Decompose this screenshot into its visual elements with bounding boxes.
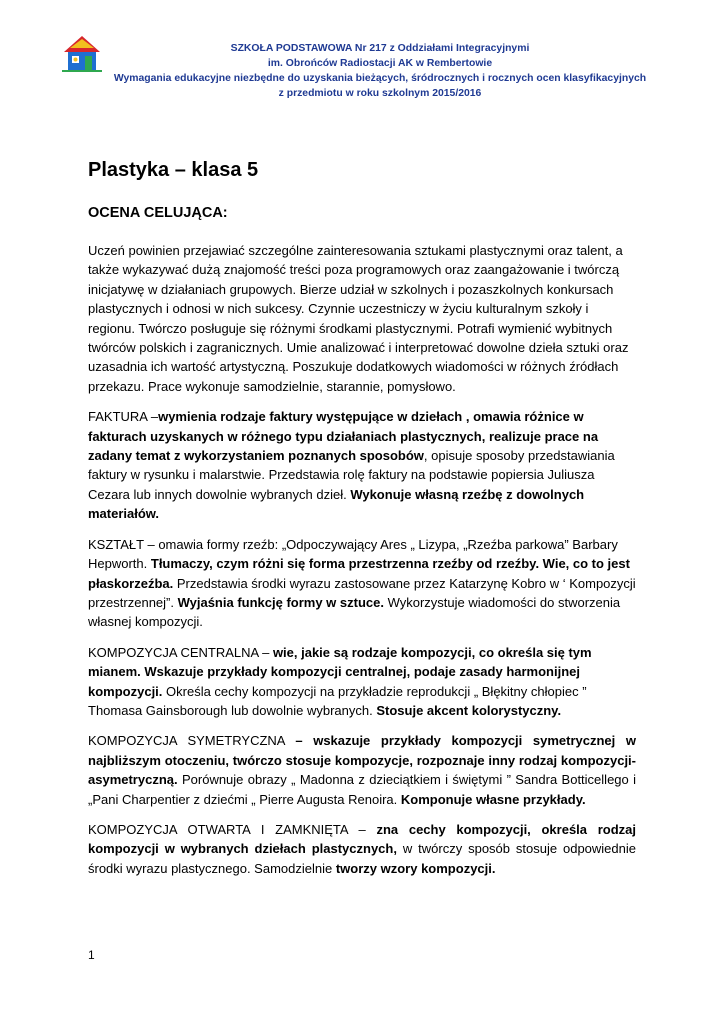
bold-text: Stosuje akcent kolorystyczny. — [376, 702, 562, 718]
grade-heading: OCENA CELUJĄCA: — [88, 205, 228, 221]
header-line-4: z przedmiotu w roku szkolnym 2015/2016 — [278, 88, 482, 99]
bold-text: wymienia rodzaje faktury występujące w dziełach , omawia różnice w fakturach uzyskanych w różnego typu działaniach plastycznych, realizuje prace na zadany temat z wykorzystaniem poznanych sposobów — [88, 409, 599, 464]
requirement-paragraph — [88, 535, 636, 632]
header-line-1: SZKOŁA PODSTAWOWA Nr 217 z Oddziałami Integracyjnymi — [230, 43, 530, 54]
page-title: Plastyka – klasa 5 — [88, 159, 259, 181]
text: Wykorzystuje wiadomości do stworzenia własnej kompozycji. — [88, 594, 621, 630]
page-number: 1 — [88, 948, 95, 962]
bold-text: Tłumaczy, czym różni się forma przestrzenna rzeźby od rzeźby. Wie, co to jest płaskorzeźba. — [88, 556, 630, 591]
text: Określa cechy kompozycji na przykładzie reprodukcji „ Błękitny chłopiec ” Thomasa Gainsborough lub dowolnie wybranych. — [88, 683, 587, 718]
requirement-paragraph — [88, 820, 636, 878]
text: KSZTAŁT – omawia formy rzeźb: „Odpoczywający Ares „ Lizypa, „Rzeźba parkowa” Barbary Hepworth. — [88, 536, 618, 572]
bold-text: tworzy wzory kompozycji. — [335, 860, 496, 876]
requirement-paragraph — [88, 731, 636, 809]
bold-text: – wskazuje przykłady kompozycji symetrycznej w najbliższym otoczeniu, twórczo stosuje kompozycje, rozpoznaje inny rodzaj kompozycji- asymetryczną. — [88, 733, 636, 788]
requirements-content — [88, 241, 636, 889]
text: Porównuje obrazy „ Madonna z dzieciątkiem i świętymi ” Sandra Botticellego i „Pani Charpentier z dziećmi „ Pierre Augusta Renoira. — [88, 772, 636, 807]
school-header — [80, 41, 680, 101]
header-line-2: im. Obrońców Radiostacji AK w Rembertowie — [267, 58, 493, 69]
text: KOMPOZYCJA SYMETRYCZNA — [88, 733, 296, 749]
bold-text: zna cechy kompozycji, określa rodzaj kompozycji w wybranych dziełach plastycznych, — [88, 821, 636, 857]
bold-text: wie, jakie są rodzaje kompozycji, co określa się tym mianem. Wskazuje przykłady kompozycji centralnej, podaje zasady harmonijnej kompozycji. — [88, 644, 592, 699]
bold-text: Komponuje własne przykłady. — [400, 791, 586, 807]
text: , opisuje sposoby przedstawiania faktury w rysunku i malarstwie. Przedstawia rolę faktury na podstawie popiersia Juliusza Cezara lub innych dowolnie wybranych dzieł. — [88, 448, 615, 502]
requirement-paragraph — [88, 643, 636, 721]
text: KOMPOZYCJA CENTRALNA – — [88, 644, 273, 660]
text: w twórczy sposób stosuje odpowiednie środki wyrazu plastycznego. Samodzielnie — [88, 841, 636, 876]
header-line-3: Wymagania edukacyjne niezbędne do uzyskania bieżących, śródrocznych i rocznych ocen klasyfikacyjnych — [113, 73, 647, 84]
bold-text: Wykonuje własną rzeźbę z dowolnych materiałów. — [88, 486, 585, 522]
text: Uczeń powinien przejawiać szczególne zainteresowania sztukami plastycznymi oraz talent, a także wykazywać dużą znajomość treści poza programowych oraz zaangażowanie i twórczą inicjatywę w działaniach grupowych. Bierze udział w szkolnych i pozaszkolnych konkursach plastycznych i odnosi w nich sukcesy. Czynnie uczestniczy w życiu kulturalnym szkoły i regionu. Twórczo posługuje się różnymi środkami plastycznymi. Potrafi wymienić wybitnych twórców polskich i zagranicznych. Umie analizować i interpretować dowolne dzieła sztuki oraz uzasadnia ich wartość artystyczną. Poszukuje dodatkowych wiadomości w różnych źródłach przekazu. Prace wykonuje samodzielnie, starannie, pomysłowo. — [88, 243, 629, 394]
text: FAKTURA – — [88, 409, 159, 425]
text: KOMPOZYCJA OTWARTA I ZAMKNIĘTA – — [88, 821, 377, 837]
requirement-paragraph — [88, 241, 636, 396]
text: Przedstawia środki wyrazu zastosowane przez Katarzynę Kobro w ‘ Kompozycji przestrzennej”. — [88, 575, 636, 610]
requirement-paragraph — [88, 407, 636, 523]
bold-text: Wyjaśnia funkcję formy w sztuce. — [177, 594, 384, 610]
